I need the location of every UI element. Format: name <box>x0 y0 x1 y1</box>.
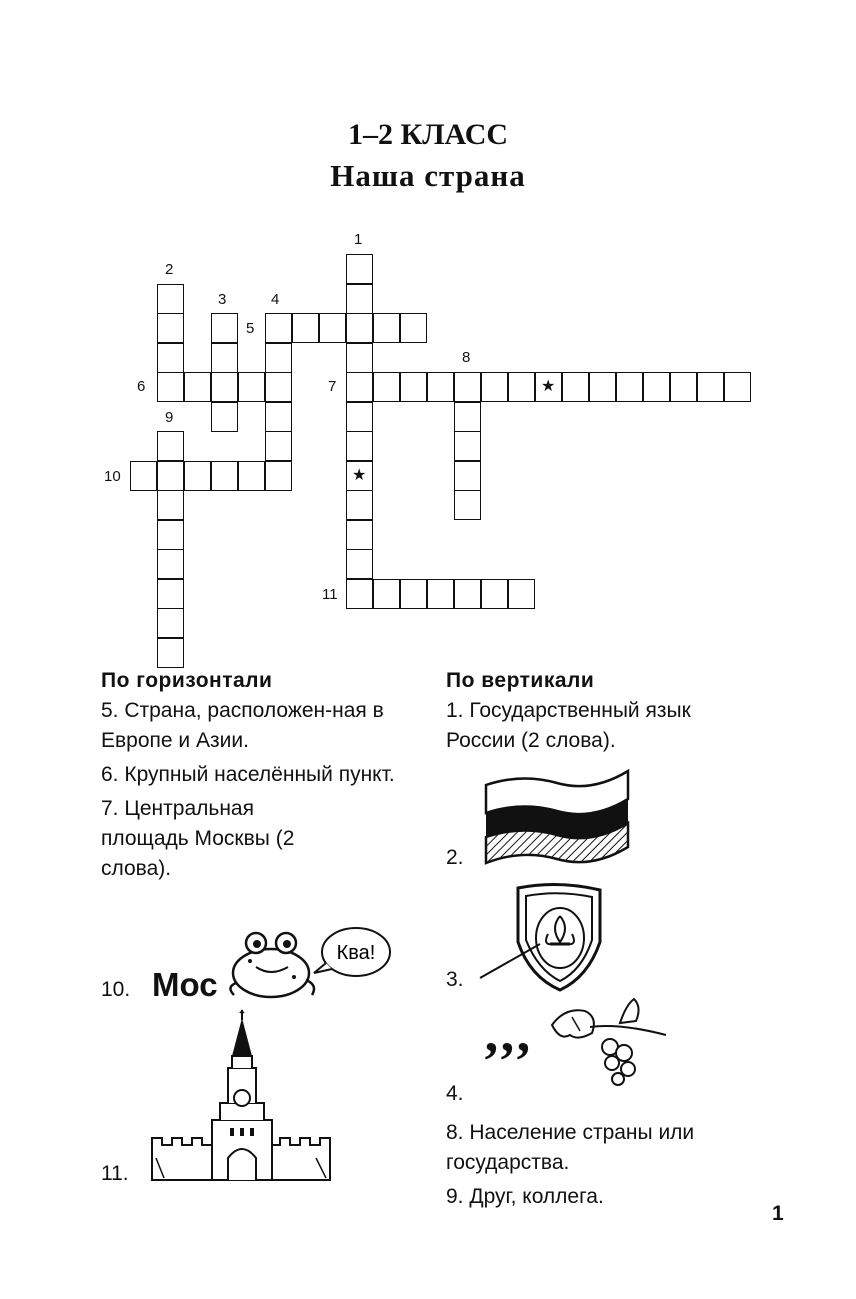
crossword-cell[interactable] <box>724 372 751 402</box>
across-clues <box>101 666 406 888</box>
crossword-cell[interactable] <box>265 431 292 461</box>
clue-number-11: 11 <box>322 586 338 603</box>
crossword-cell[interactable] <box>346 254 373 284</box>
down-heading: По вертикали <box>446 669 595 692</box>
crossword-cell[interactable] <box>373 313 400 343</box>
crossword-cell[interactable] <box>265 461 292 491</box>
clue-11-number: 11. <box>101 1162 129 1185</box>
crossword-cell[interactable] <box>157 520 184 550</box>
crossword-cell[interactable] <box>616 372 643 402</box>
clue-number-10: 10 <box>104 468 121 485</box>
crossword-cell[interactable] <box>265 343 292 373</box>
crossword-cell[interactable] <box>157 638 184 668</box>
crossword-cell[interactable] <box>157 608 184 638</box>
clue-10-word: Мос <box>152 966 218 1003</box>
crossword-cell[interactable] <box>589 372 616 402</box>
crossword-cell[interactable] <box>670 372 697 402</box>
clue-4-commas: ’’’ <box>482 1031 534 1091</box>
currant-branch-illustration <box>550 995 668 1087</box>
crossword-cell[interactable] <box>346 402 373 432</box>
clue-number-1: 1 <box>354 231 363 248</box>
crossword-cell[interactable] <box>157 343 184 373</box>
crossword-cell[interactable] <box>211 402 238 432</box>
crossword-cell[interactable] <box>535 372 562 402</box>
crossword-cell[interactable] <box>184 372 211 402</box>
crossword-cell[interactable] <box>211 461 238 491</box>
crossword-cell[interactable] <box>508 372 535 402</box>
crossword-cell[interactable] <box>427 579 454 609</box>
clue-1: 1. Государственный язык России (2 слова). <box>446 699 691 752</box>
clue-3-number: 3. <box>446 968 464 991</box>
clue-10-number: 10. <box>101 978 131 1001</box>
clue-9: 9. Друг, коллега. <box>446 1185 604 1208</box>
coat-of-arms-illustration <box>478 882 608 994</box>
clue-2-number: 2. <box>446 846 464 869</box>
crossword-cell[interactable] <box>400 372 427 402</box>
crossword-cell[interactable] <box>454 431 481 461</box>
crossword-cell[interactable] <box>265 402 292 432</box>
crossword-cell[interactable] <box>562 372 589 402</box>
crossword-cell[interactable] <box>400 579 427 609</box>
crossword-cell[interactable] <box>346 520 373 550</box>
down-clues <box>446 666 776 760</box>
crossword-cell[interactable] <box>400 313 427 343</box>
crossword-cell[interactable] <box>454 490 481 520</box>
clue-number-3: 3 <box>218 291 227 308</box>
crossword-cell[interactable] <box>346 461 373 491</box>
crossword-cell[interactable] <box>346 313 373 343</box>
crossword-cell[interactable] <box>373 579 400 609</box>
crossword-cell[interactable] <box>346 579 373 609</box>
clue-number-4: 4 <box>271 291 280 308</box>
crossword-cell[interactable] <box>481 372 508 402</box>
crossword-cell[interactable] <box>373 372 400 402</box>
crossword-cell[interactable] <box>643 372 670 402</box>
crossword-cell[interactable] <box>454 461 481 491</box>
crossword-cell[interactable] <box>265 313 292 343</box>
crossword-cell[interactable] <box>211 343 238 373</box>
crossword-cell[interactable] <box>238 461 265 491</box>
crossword-cell[interactable] <box>157 490 184 520</box>
crossword-cell[interactable] <box>184 461 211 491</box>
star-icon: ★ <box>352 466 367 484</box>
down-clues-continued <box>446 1118 776 1216</box>
crossword-cell[interactable] <box>481 579 508 609</box>
across-heading: По горизонтали <box>101 669 273 692</box>
clue-number-7: 7 <box>328 378 337 395</box>
clue-4-number: 4. <box>446 1082 464 1105</box>
crossword-cell[interactable] <box>454 579 481 609</box>
crossword-cell[interactable] <box>346 343 373 373</box>
crossword-cell[interactable] <box>346 490 373 520</box>
clue-number-8: 8 <box>462 349 471 366</box>
clue-number-5: 5 <box>246 320 255 337</box>
star-icon: ★ <box>541 378 556 395</box>
crossword-cell[interactable] <box>157 313 184 343</box>
crossword-cell[interactable] <box>211 313 238 343</box>
clue-number-9: 9 <box>165 409 174 426</box>
crossword-cell[interactable] <box>508 579 535 609</box>
crossword-cell[interactable] <box>238 372 265 402</box>
crossword-cell[interactable] <box>454 402 481 432</box>
crossword-cell[interactable] <box>697 372 724 402</box>
crossword-cell[interactable] <box>346 372 373 402</box>
crossword-cell[interactable] <box>319 313 346 343</box>
crossword-cell[interactable] <box>346 549 373 579</box>
grade-heading: 1–2 КЛАСС <box>347 118 509 151</box>
crossword-cell[interactable] <box>157 579 184 609</box>
clue-5: 5. Страна, расположен-ная в Европе и Азии. <box>101 699 384 752</box>
crossword-cell[interactable] <box>265 372 292 402</box>
crossword-cell[interactable] <box>157 461 184 491</box>
crossword-cell[interactable] <box>346 284 373 314</box>
russian-flag-illustration <box>482 765 632 867</box>
crossword-cell[interactable] <box>292 313 319 343</box>
crossword-cell[interactable] <box>211 372 238 402</box>
frog-speech-text: Ква! <box>336 942 376 964</box>
clue-number-6: 6 <box>137 378 146 395</box>
clue-8: 8. Население страны или государства. <box>446 1121 695 1174</box>
crossword-cell[interactable] <box>157 431 184 461</box>
crossword-cell[interactable] <box>157 372 184 402</box>
crossword-cell[interactable] <box>427 372 454 402</box>
svg-text:✦: ✦ <box>237 1008 247 1019</box>
clue-6: 6. Крупный населённый пункт. <box>101 763 395 786</box>
kremlin-tower-illustration <box>150 1008 332 1183</box>
crossword-cell[interactable] <box>454 372 481 402</box>
clue-number-2: 2 <box>165 261 174 278</box>
page-number: 1 <box>772 1202 784 1225</box>
crossword-cell[interactable] <box>157 284 184 314</box>
crossword-cell[interactable] <box>130 461 157 491</box>
frog-illustration <box>226 925 398 1000</box>
clue-7: 7. Центральная площадь Москвы (2 слова). <box>101 797 295 880</box>
crossword-cell[interactable] <box>157 549 184 579</box>
page-title: Наша страна <box>330 158 526 193</box>
crossword-cell[interactable] <box>346 431 373 461</box>
